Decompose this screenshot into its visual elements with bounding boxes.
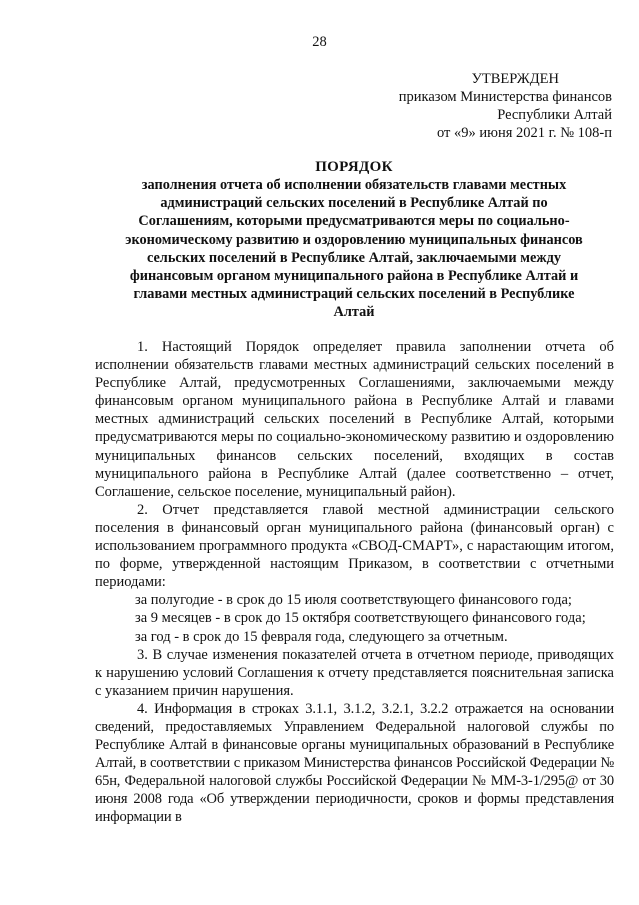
subtitle-line: сельских поселений в Республике Алтай, заключаемыми между bbox=[146, 249, 562, 266]
paragraph-3: 3. В случае изменения показателей отчета в отчетном периоде, приводящих к нарушению условий Соглашения к отчету представляется пояснительная записка с указанием причин нарушения. bbox=[95, 646, 614, 699]
period-item-year: за год - в срок до 15 февраля года, следующего за отчетным. bbox=[135, 628, 508, 645]
subtitle-line: финансовым органом муниципального района в Республике Алтай и bbox=[129, 268, 579, 285]
subtitle-line: главами местных администраций сельских поселений в Республике bbox=[133, 286, 575, 303]
approval-line-1: приказом Министерства финансов bbox=[398, 89, 612, 105]
subtitle-line: Алтай bbox=[333, 304, 375, 321]
subtitle-line: администраций сельских поселений в Республике Алтай по bbox=[160, 195, 548, 212]
period-item-9-months: за 9 месяцев - в срок до 15 октября соответствующего финансового года; bbox=[135, 610, 586, 627]
page-number: 28 bbox=[312, 34, 327, 50]
paragraph-2: 2. Отчет представляется главой местной администрации сельского поселения в финансовый орган муниципального района (финансовый орган) с использованием программного продукта «СВОД-СМАРТ», с нарастающим итогом, по форме, утвержденной настоящим Приказом, в соответствии с отчетными периодами: bbox=[95, 501, 614, 591]
paragraph-4: 4. Информация в строках 3.1.1, 3.1.2, 3.2.1, 3.2.2 отражается на основании сведений, предоставляемых Управлением Федеральной налоговой службы по Республике Алтай в финансовые органы муниципальных образований в Республике Алтай, в соответствии с приказом Министерства финансов Российской Федерации № 65н, Федеральной налоговой службы Российской Федерации № ММ-3-1/295@ от 30 июня 2008 года «Об утверждении периодичности, сроков и формы представления информации в bbox=[95, 700, 614, 826]
subtitle-line: экономическому развитию и оздоровлению муниципальных финансов bbox=[125, 231, 583, 248]
approval-stamp bbox=[332, 70, 612, 142]
subtitle-line: Соглашениям, которыми предусматриваются меры по социально- bbox=[138, 213, 570, 230]
approval-line-3: от «9» июня 2021 г. № 108-п bbox=[436, 125, 612, 141]
document-body bbox=[95, 338, 614, 827]
document-subtitle bbox=[95, 176, 613, 322]
period-item-half-year: за полугодие - в срок до 15 июля соответствующего финансового года; bbox=[135, 592, 572, 609]
document-title-block bbox=[95, 158, 613, 322]
document-title: ПОРЯДОК bbox=[315, 159, 393, 175]
paragraph-1: 1. Настоящий Порядок определяет правила заполнении отчета об исполнении обязательств главами местных администраций сельских поселений в Республике Алтай, предусмотренных Соглашениями, заключаемыми между финансовым органом муниципального района в Республике Алтай и главами местных администраций сельских поселений в Республике Алтай, которыми предусматриваются меры по социально-экономическому развитию и оздоровлению муниципальных финансов сельских поселений, входящих в состав муниципального района в Республике Алтай (далее соответственно – отчет, Соглашение, сельское поселение, муниципальный район). bbox=[95, 339, 614, 500]
approval-line-2: Республики Алтай bbox=[497, 107, 612, 123]
approval-heading: УТВЕРЖДЕН bbox=[471, 71, 559, 87]
subtitle-line: заполнения отчета об исполнении обязательств главами местных bbox=[141, 177, 567, 193]
